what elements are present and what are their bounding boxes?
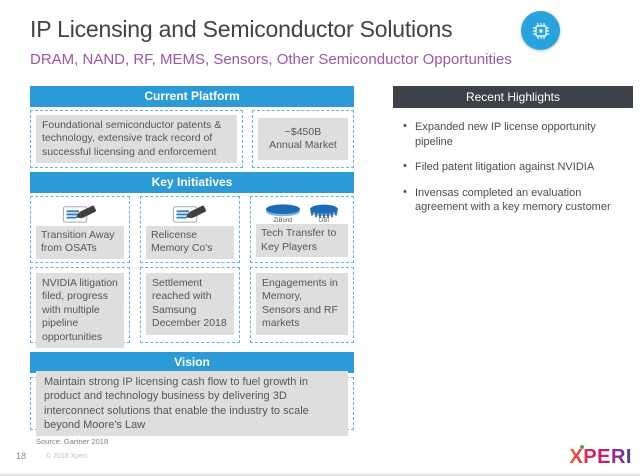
initiative-box-relicense (140, 196, 240, 263)
initiative-box-osats (30, 196, 130, 263)
page-number: 18 (16, 451, 27, 461)
contract-icon (36, 202, 124, 226)
contract-icon (146, 202, 234, 226)
initiative-detail-text: NVIDIA litigation filed, progress with multiple pipeline opportunities (36, 273, 124, 348)
initiative-detail-engagements (250, 267, 354, 343)
annual-market-box (252, 110, 354, 168)
vision-text: Maintain strong IP licensing cash flow to fuel growth in product and technology business by delivering 3D interconnect solutions that enable the industry to scale beyond Moore's Law (36, 371, 348, 435)
initiative-detail-text: Engagements in Memory, Sensors and RF markets (256, 273, 348, 335)
key-initiatives-header: Key Initiatives (30, 172, 354, 193)
initiative-label: Tech Transfer to Key Players (256, 224, 348, 257)
recent-highlights-header: Recent Highlights (393, 86, 633, 108)
current-platform-row (30, 110, 354, 168)
initiative-detail-samsung (140, 267, 240, 343)
dbi-wafer-icon (308, 203, 340, 224)
zibond-wafer-icon (264, 203, 302, 224)
page-title: IP Licensing and Semiconductor Solutions (30, 16, 453, 42)
current-platform-main-text: Foundational semiconductor patents & technology, extensive track record of successful licensing and enforcement (36, 115, 237, 163)
chip-icon (521, 11, 560, 50)
xperi-logo: XPERI (569, 446, 632, 468)
left-column (30, 86, 354, 446)
recent-highlights-list (393, 120, 633, 215)
highlight-item: • Expanded new IP license opportunity pipeline (403, 120, 633, 149)
key-initiatives-grid (30, 196, 354, 343)
copyright-note: © 2018 Xperi (46, 453, 87, 460)
annual-market-value: ~$450B (284, 125, 322, 138)
initiative-detail-nvidia (30, 267, 130, 343)
source-note: Source: Gartner 2018 (36, 437, 109, 446)
wafer-label: ZiBond (273, 217, 293, 224)
current-platform-header: Current Platform (30, 86, 354, 107)
slide-bottom-edge (0, 472, 640, 476)
current-platform-main-box (30, 110, 243, 168)
vision-box (30, 377, 354, 430)
highlight-item: • Invensas completed an evaluation agreement with a key memory customer (403, 186, 633, 215)
initiative-label: Relicense Memory Co's (146, 226, 234, 259)
wafer-label: DBI (318, 217, 329, 224)
initiative-label: Transition Away from OSATs (36, 226, 124, 259)
initiative-detail-text: Settlement reached with Samsung December 2018 (146, 273, 234, 335)
annual-market-label: Annual Market (269, 139, 337, 151)
page-subtitle: DRAM, NAND, RF, MEMS, Sensors, Other Semiconductor Opportunities (30, 51, 512, 68)
initiative-box-tech-transfer (250, 196, 354, 263)
vision-header: Vision (30, 352, 354, 373)
highlight-item: • Filed patent litigation against NVIDIA (403, 160, 633, 175)
right-column (393, 86, 633, 226)
